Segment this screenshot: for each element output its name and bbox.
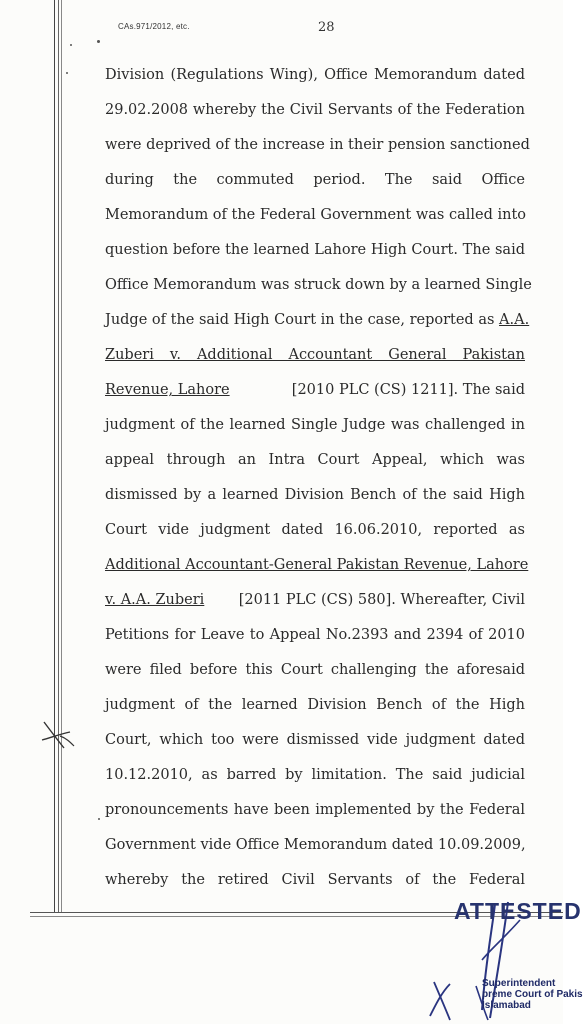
margin-rule-outer xyxy=(54,0,55,912)
stamp-line: Superintendent xyxy=(482,978,556,989)
text-line-content: 10.12.2010, as barred by limitation. The said judicial xyxy=(105,767,525,783)
text-line xyxy=(105,272,532,307)
scan-speck xyxy=(66,72,68,74)
text-line-content: Office Memorandum was struck down by a learned Single xyxy=(105,277,532,293)
text-line xyxy=(105,202,525,237)
margin-rule-faint xyxy=(61,0,62,912)
text-line-content: 29.02.2008 whereby the Civil Servants of the Federation xyxy=(105,102,525,118)
text-line-content: Revenue, Lahore xyxy=(105,382,230,398)
text-line xyxy=(105,867,525,902)
underlined-citation: A.A. xyxy=(499,312,530,328)
text-line xyxy=(105,97,525,132)
text-line xyxy=(105,832,525,867)
text-line xyxy=(105,167,525,202)
citation-tail: [2010 PLC (CS) 1211]. The said xyxy=(287,382,525,398)
text-line-content: judgment of the learned Division Bench of the High xyxy=(105,697,525,713)
stamp-line: preme Court of Pakis xyxy=(482,989,583,1000)
margin-pen-mark xyxy=(40,718,80,752)
text-line-content: judgment of the learned Single Judge was challenged in xyxy=(105,417,525,433)
text-line-content: whereby the retired Civil Servants of the Federal xyxy=(105,872,525,888)
text-line-content: Court vide judgment dated 16.06.2010, reported as xyxy=(105,522,525,538)
text-line-content: were deprived of the increase in their pension sanctioned xyxy=(105,137,530,153)
text-line-content: Zuberi v. Additional Accountant General Pakistan xyxy=(105,347,525,363)
text-line-content: dismissed by a learned Division Bench of the said High xyxy=(105,487,525,503)
text-line xyxy=(105,727,525,762)
text-line xyxy=(105,797,525,832)
text-line xyxy=(105,762,525,797)
text-line xyxy=(105,482,525,517)
text-line-content: Judge of the said High Court in the case, reported as xyxy=(105,312,495,328)
official-stamp xyxy=(482,978,583,1011)
text-line-content: pronouncements have been implemented by the Federal xyxy=(105,802,525,818)
text-line xyxy=(105,657,525,692)
scan-speck xyxy=(98,818,100,820)
attested-stamp: ATTESTED xyxy=(454,898,582,924)
citation-tail: [2011 PLC (CS) 580]. Whereafter, Civil xyxy=(234,592,525,608)
text-line-content: question before the learned Lahore High Court. The said xyxy=(105,242,525,258)
text-line-content: were filed before this Court challenging the aforesaid xyxy=(105,662,525,678)
text-line xyxy=(105,132,530,167)
text-line xyxy=(105,62,525,97)
text-line xyxy=(105,237,525,272)
text-line-content: appeal through an Intra Court Appeal, which was xyxy=(105,452,525,468)
text-line-content: Petitions for Leave to Appeal No.2393 and 2394 of 2010 xyxy=(105,627,525,643)
text-line xyxy=(105,377,525,412)
text-line xyxy=(105,692,525,727)
text-line xyxy=(105,587,525,622)
scan-speck xyxy=(70,44,72,46)
page-number: 28 xyxy=(318,20,335,35)
text-line xyxy=(105,517,525,552)
scan-speck xyxy=(97,40,100,43)
text-line-content: Division (Regulations Wing), Office Memorandum dated xyxy=(105,67,525,83)
margin-rule-inner xyxy=(58,0,59,912)
stamp-line: Islamabad xyxy=(482,1000,531,1011)
text-line-content: Court, which too were dismissed vide judgment dated xyxy=(105,732,525,748)
body-text xyxy=(105,62,532,902)
text-line-content: Government vide Office Memorandum dated 10.09.2009, xyxy=(105,837,526,853)
text-line-content: Memorandum of the Federal Government was called into xyxy=(105,207,527,223)
text-line xyxy=(105,307,530,342)
text-line-content: Additional Accountant-General Pakistan Revenue, Lahore xyxy=(105,557,529,573)
text-line xyxy=(105,552,529,587)
text-line xyxy=(105,342,525,377)
text-line-content: during the commuted period. The said Office xyxy=(105,172,525,188)
case-reference: CAs.971/2012, etc. xyxy=(118,22,190,31)
text-line xyxy=(105,622,525,657)
text-line xyxy=(105,412,525,447)
text-line xyxy=(105,447,525,482)
text-line-content: v. A.A. Zuberi xyxy=(105,592,205,608)
